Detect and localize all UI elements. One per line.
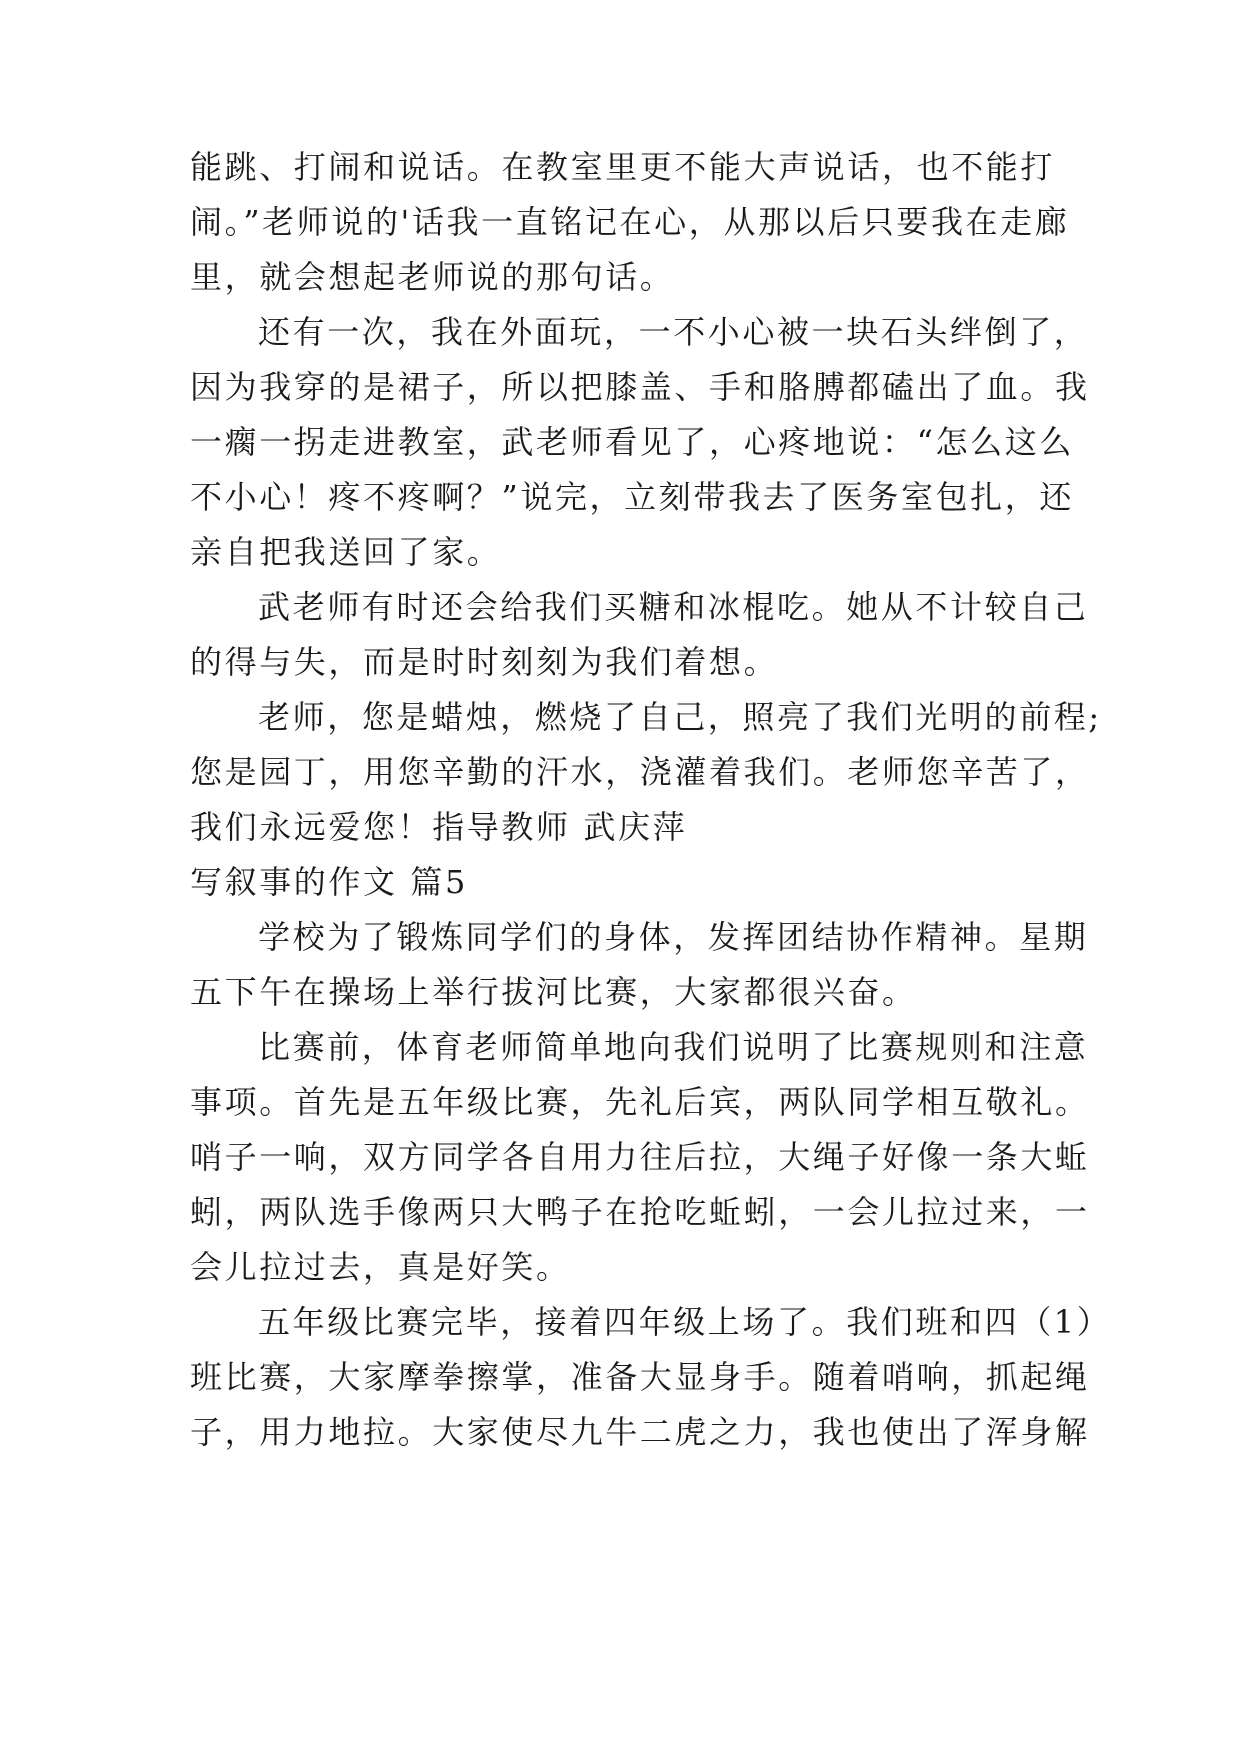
text-line: 事项。首先是五年级比赛，先礼后宾，两队同学相互敬礼。 xyxy=(190,1083,1090,1121)
text-line: 您是园丁，用您辛勤的汗水，浇灌着我们。老师您辛苦了， xyxy=(190,753,1090,791)
text-line: 五下午在操场上举行拔河比赛，大家都很兴奋。 xyxy=(190,973,917,1011)
text-line: 蚓，两队选手像两只大鸭子在抢吃蚯蚓，一会儿拉过来，一 xyxy=(190,1193,1090,1231)
text-line: 里，就会想起老师说的那句话。 xyxy=(190,258,675,296)
paragraph-first-line: 老师，您是蜡烛，燃烧了自己，照亮了我们光明的前程; xyxy=(258,698,1102,736)
text-line: 子，用力地拉。大家使尽九牛二虎之力，我也使出了浑身解 xyxy=(190,1413,1090,1451)
paragraph-first-line: 武老师有时还会给我们买糖和冰棍吃。她从不计较自己 xyxy=(258,588,1089,626)
text-line: 的得与失，而是时时刻刻为我们着想。 xyxy=(190,643,779,681)
text-line: 会儿拉过去，真是好笑。 xyxy=(190,1248,571,1286)
text-line: 班比赛，大家摩拳擦掌，准备大显身手。随着哨响，抓起绳 xyxy=(190,1358,1090,1396)
paragraph-first-line: 比赛前，体育老师简单地向我们说明了比赛规则和注意 xyxy=(258,1028,1089,1066)
paragraph-first-line: 五年级比赛完毕，接着四年级上场了。我们班和四（1） xyxy=(258,1303,1112,1341)
paragraph-first-line: 学校为了锻炼同学们的身体，发挥团结协作精神。星期 xyxy=(258,918,1089,956)
text-line: 我们永远爱您！指导教师 武庆萍 xyxy=(190,808,688,846)
text-line: 不小心！疼不疼啊？”说完，立刻带我去了医务室包扎，还 xyxy=(190,478,1074,516)
section-heading: 写叙事的作文 篇5 xyxy=(190,863,468,901)
text-line: 亲自把我送回了家。 xyxy=(190,533,502,571)
text-line: 能跳、打闹和说话。在教室里更不能大声说话，也不能打 xyxy=(190,148,1056,186)
text-line: 哨子一响，双方同学各自用力往后拉，大绳子好像一条大蚯 xyxy=(190,1138,1090,1176)
paragraph-first-line: 还有一次，我在外面玩，一不小心被一块石头绊倒了， xyxy=(258,313,1089,351)
text-line: 一瘸一拐走进教室，武老师看见了，心疼地说：“怎么这么 xyxy=(190,423,1074,461)
text-line: 闹。”老师说的'话我一直铭记在心，从那以后只要我在走廊 xyxy=(190,203,1070,241)
text-line: 因为我穿的是裙子，所以把膝盖、手和胳膊都磕出了血。我 xyxy=(190,368,1090,406)
